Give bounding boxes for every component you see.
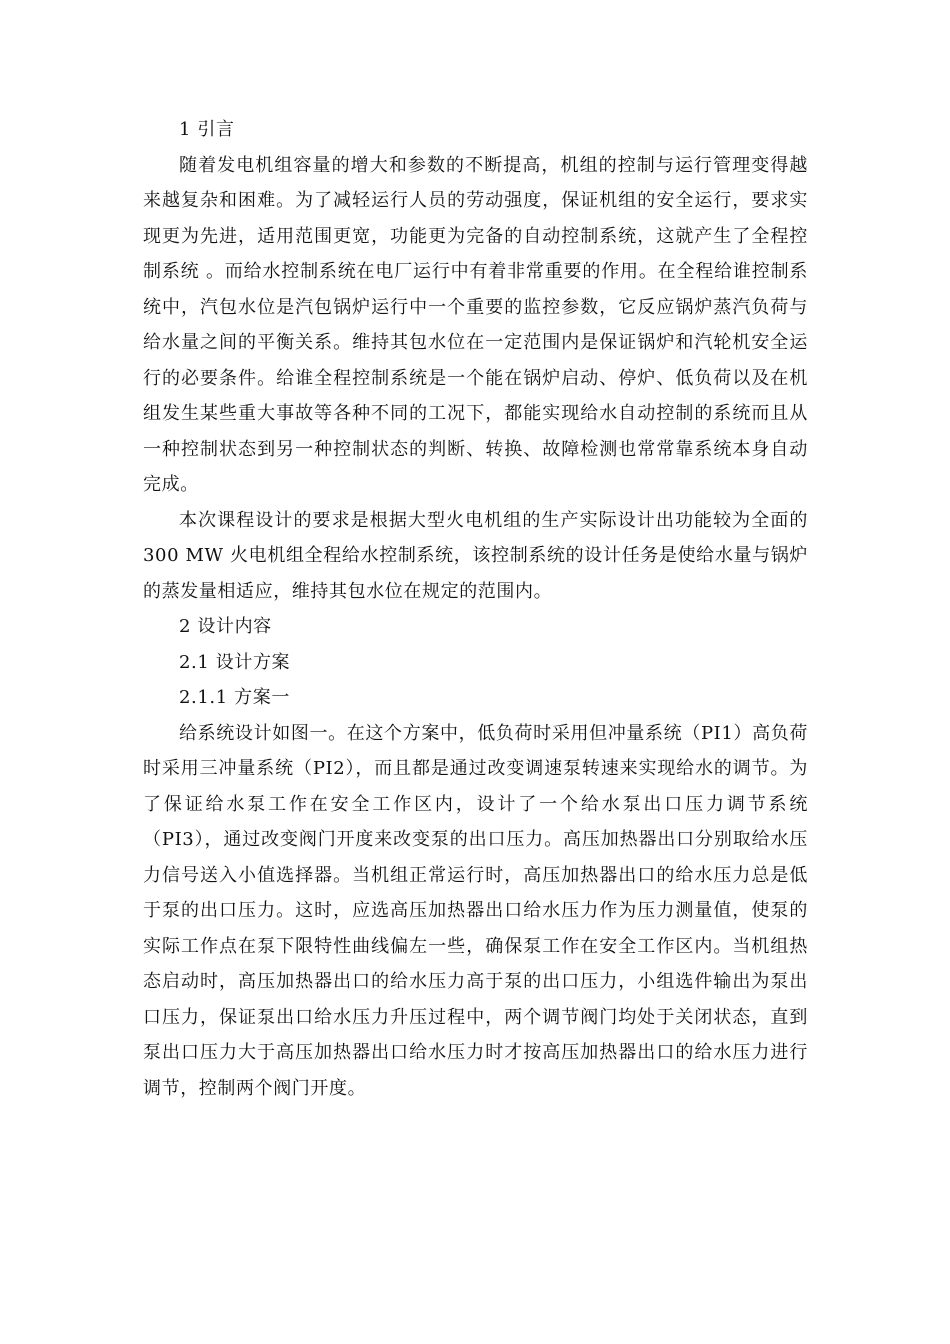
section-heading-design-content: 2 设计内容 — [179, 616, 272, 637]
paragraph-design-requirement: 本次课程设计的要求是根据大型火电机组的生产实际设计出功能较为全面的 300 MW 火电机组全程给水控制系统，该控制系统的设计任务是使给水量与锅炉的蒸发量相适应，维持其包水位在规定的范围内。 — [143, 509, 808, 602]
paragraph-introduction-background: 随着发电机组容量的增大和参数的不断提高，机组的控制与运行管理变得越来越复杂和困难。为了减轻运行人员的劳动强度，保证机组的安全运行，要求实现更为先进，适用范围更宽，功能更为完备的自动控制系统，这就产生了全程控制系统 。而给水控制系统在电厂运行中有着非常重要的作用。在全程给谁控制系统中，汽包水位是汽包锅炉运行中一个重要的监控参数，它反应锅炉蒸汽负荷与给水量之间的平衡关系。维持其包水位在一定范围内是保证锅炉和汽轮机安全运行的必要条件。给谁全程控制系统是一个能在锅炉启动、停炉、低负荷以及在机组发生某些重大事故等各种不同的工况下，都能实现给水自动控制的系统而且从一种控制状态到另一种控制状态的判断、转换、故障检测也常常靠系统本身自动完成。 — [143, 154, 808, 495]
section-heading-introduction: 1 引言 — [179, 119, 235, 140]
paragraph-scheme-one-description: 给系统设计如图一。在这个方案中，低负荷时采用但冲量系统（PI1）高负荷时采用三冲量系统（PI2），而且都是通过改变调速泵转速来实现给水的调节。为了保证给水泵工作在安全工作区内，设计了一个给水泵出口压力调节系统（PI3），通过改变阀门开度来改变泵的出口压力。高压加热器出口分别取给水压力信号送入小值选择器。当机组正常运行时，高压加热器出口的给水压力总是低于泵的出口压力。这时，应选高压加热器出口给水压力作为压力测量值，使泵的实际工作点在泵下限特性曲线偏左一些，确保泵工作在安全工作区内。当机组热态启动时，高压加热器出口的给水压力高于泵的出口压力，小组选件输出为泵出口压力，保证泵出口给水压力升压过程中，两个调节阀门均处于关闭状态，直到泵出口压力大于高压加热器出口给水压力时才按高压加热器出口的给水压力进行调节，控制两个阀门开度。 — [143, 722, 808, 1099]
subsubsection-heading-scheme-one: 2.1.1 方案一 — [179, 687, 290, 708]
document-body — [143, 112, 808, 1106]
subsection-heading-design-scheme: 2.1 设计方案 — [179, 651, 291, 673]
